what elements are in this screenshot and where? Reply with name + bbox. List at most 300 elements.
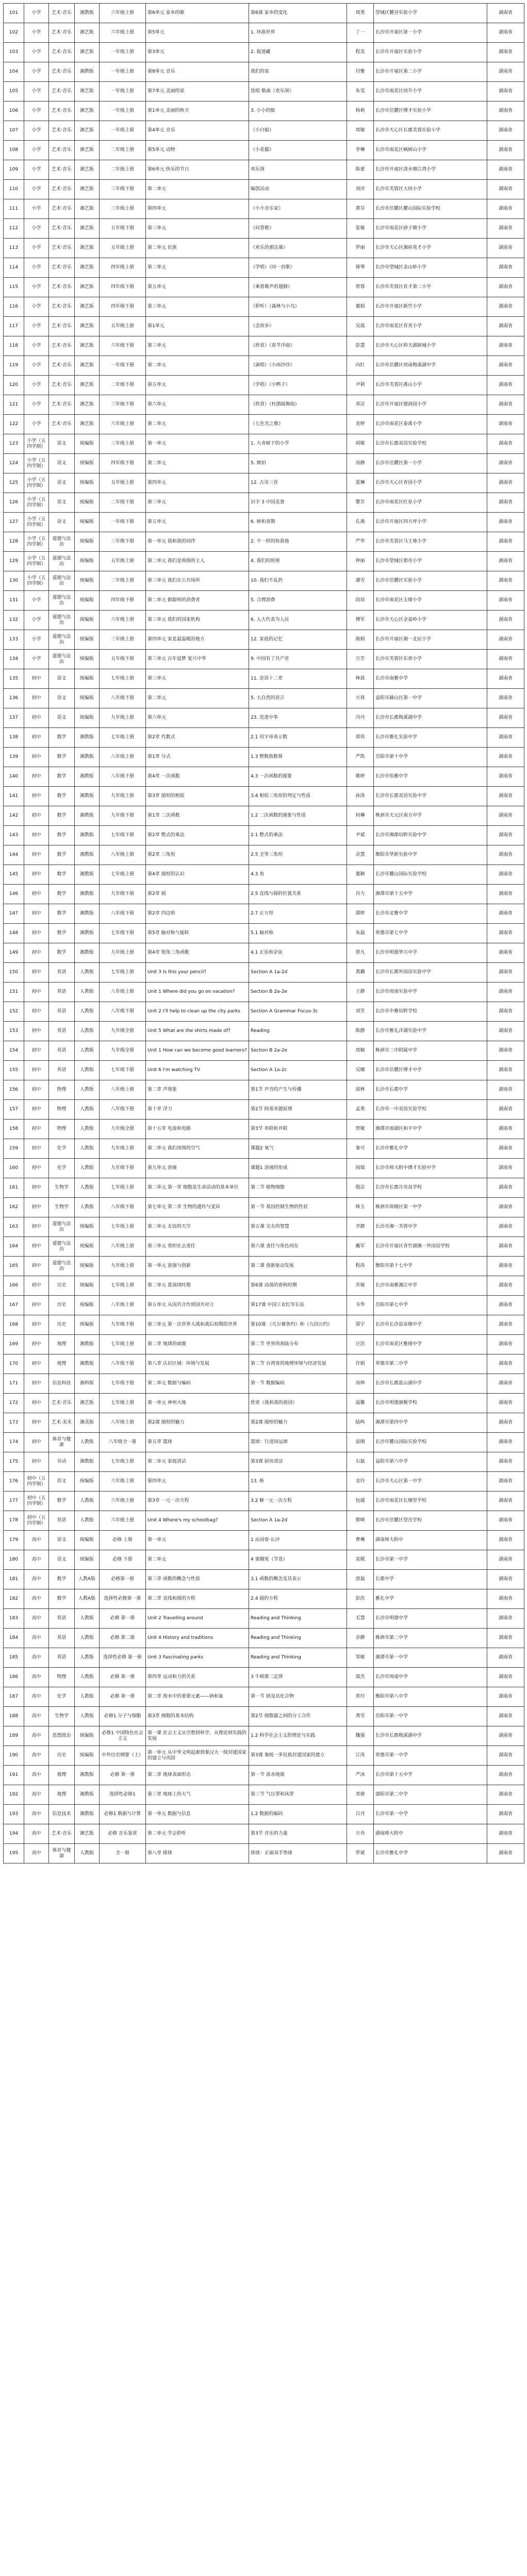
cell-teacher: 董颖 (347, 865, 374, 885)
cell-subject: 思想政治 (49, 1726, 75, 1746)
cell-region: 湖南省 (487, 473, 524, 493)
cell-teacher: 严凯 (347, 748, 374, 767)
cell-school: 长沙市天心区青园小学 (374, 473, 487, 493)
cell-unit: Unit 6 I'm watching TV (146, 1061, 249, 1080)
cell-edition: 统编版 (75, 513, 100, 532)
cell-stage: 初中 (24, 1198, 49, 1217)
cell-school: 长沙市岳麓区周南梅溪湖中学 (374, 356, 487, 376)
cell-stage: 初中 (24, 865, 49, 885)
cell-edition: 湘艺版 (75, 395, 100, 415)
cell-stage: 高中 (24, 1629, 49, 1648)
cell-teacher: 齐静 (347, 1217, 374, 1237)
cell-grade: 九年级下册 (100, 806, 146, 826)
cell-region: 湖南省 (487, 141, 524, 160)
cell-edition: 湘艺版 (75, 23, 100, 43)
table-row (4, 336, 524, 356)
cell-region: 湖南省 (487, 4, 524, 23)
cell-unit: 第2章 整式的乘法 (146, 826, 249, 845)
cell-unit: 第1章 二次函数 (146, 806, 249, 826)
cell-school: 长沙市开福区实验小学 (374, 43, 487, 62)
table-row (4, 1276, 524, 1296)
cell-region: 湖南省 (487, 1805, 524, 1824)
cell-no: 177 (4, 1492, 24, 1511)
cell-school: 望城区麓谷实验小学 (374, 4, 487, 23)
cell-teacher: 姚婷 (347, 767, 374, 787)
cell-school: 长沙市芙蓉区大同小学 (374, 180, 487, 199)
cell-stage: 高中 (24, 1805, 49, 1824)
cell-region: 湖南省 (487, 219, 524, 239)
cell-edition: 统编版 (75, 650, 100, 669)
cell-edition: 统编版 (75, 689, 100, 708)
cell-grade: 九年级上册 (100, 708, 146, 728)
cell-region: 湖南省 (487, 317, 524, 336)
table-row (4, 141, 524, 160)
cell-school: 长沙市开福区清水塘江湾小学 (374, 160, 487, 180)
cell-teacher: 曾凡 (347, 943, 374, 963)
cell-no: 107 (4, 121, 24, 141)
cell-region: 湖南省 (487, 1257, 524, 1276)
cell-grade: 必修 第二册 (100, 1629, 146, 1648)
cell-no: 185 (4, 1648, 24, 1668)
cell-unit: 第三单元 百年追梦 复兴中华 (146, 650, 249, 669)
cell-subject: 物理 (49, 1668, 75, 1687)
cell-subject: 艺术·音乐 (49, 199, 75, 219)
cell-unit: 第二单元 (146, 180, 249, 199)
cell-no: 178 (4, 1511, 24, 1531)
cell-subject: 道德与法治 (49, 532, 75, 552)
cell-grade: 五年级下册 (100, 219, 146, 239)
cell-no: 189 (4, 1726, 24, 1746)
cell-edition: 统编版 (75, 532, 100, 552)
cell-school: 邵阳市第二中学 (374, 1785, 487, 1805)
cell-unit: 第五章 篮球 (146, 1433, 249, 1452)
cell-region: 湖南省 (487, 1531, 524, 1550)
cell-edition: 湘艺版 (75, 219, 100, 239)
cell-region: 湖南省 (487, 121, 524, 141)
cell-teacher: 尹斌 (347, 826, 374, 845)
cell-lesson: 23. 范进中举 (249, 708, 347, 728)
cell-region: 湖南省 (487, 1550, 524, 1570)
cell-teacher: 魏强 (347, 1726, 374, 1746)
cell-grade: 八年级上册 (100, 748, 146, 767)
cell-unit: 第六单元 (146, 708, 249, 728)
table-row (4, 199, 524, 219)
cell-region: 湖南省 (487, 1472, 524, 1492)
cell-stage: 小学 (24, 591, 49, 611)
cell-no: 182 (4, 1589, 24, 1609)
cell-subject: 化学 (49, 1139, 75, 1159)
cell-school: 长沙市天心区第一中学 (374, 1472, 487, 1492)
cell-subject: 道德与法治 (49, 552, 75, 571)
cell-unit: 第3章 细胞的基本结构 (146, 1707, 249, 1726)
cell-lesson: 6. 人大代表为人民 (249, 611, 347, 630)
cell-subject: 语文 (49, 454, 75, 473)
cell-lesson: Reading and Thinking (249, 1629, 347, 1648)
cell-teacher: 方琦 (347, 689, 374, 708)
cell-lesson: 《小白船》 (249, 121, 347, 141)
cell-no: 125 (4, 473, 24, 493)
table-row (4, 82, 524, 101)
cell-stage: 小学 (24, 82, 49, 101)
cell-subject: 数学 (49, 767, 75, 787)
cell-stage: 初中 (24, 1394, 49, 1413)
cell-region: 湖南省 (487, 43, 524, 62)
cell-teacher: 江涛 (347, 1746, 374, 1766)
cell-lesson: 第一节 基因控制生物的性状 (249, 1198, 347, 1217)
table-row (4, 239, 524, 258)
cell-edition: 湘艺版 (75, 180, 100, 199)
cell-unit: 第三章 地球上的大气 (146, 1785, 249, 1805)
cell-school: 长沙市第十五中学 (374, 1766, 487, 1785)
cell-subject: 道德与法治 (49, 1257, 75, 1276)
cell-teacher: 秦可 (347, 1139, 374, 1159)
cell-grade: 选择性必修1 (100, 1785, 146, 1805)
cell-lesson: 4. 我们的班规 (249, 552, 347, 571)
cell-lesson: 2.7 正方形 (249, 904, 347, 924)
cell-school: 长沙市长沙县泉塘中学 (374, 1315, 487, 1335)
cell-stage: 初中 (24, 1315, 49, 1335)
cell-teacher: 郑伟 (347, 728, 374, 748)
cell-school: 长沙市开福区德润园小学 (374, 395, 487, 415)
cell-lesson: 第二节 台湾省的地理环境与经济发展 (249, 1354, 347, 1374)
table-row (4, 1726, 524, 1746)
table-row (4, 1335, 524, 1354)
table-row (4, 1511, 524, 1531)
cell-lesson: 第二节 植物细胞 (249, 1178, 347, 1198)
cell-edition: 人教版 (75, 1002, 100, 1022)
cell-no: 114 (4, 258, 24, 278)
cell-region: 湖南省 (487, 1139, 524, 1159)
cell-unit: 第二单元 (146, 258, 249, 278)
table-row (4, 395, 524, 415)
table-row (4, 1648, 524, 1668)
cell-unit: 第一单元 (146, 1531, 249, 1550)
cell-subject: 艺术·音乐 (49, 4, 75, 23)
table-row (4, 1041, 524, 1061)
cell-grade: 二年级上册 (100, 571, 146, 591)
cell-unit: 第二单元 我们周围的空气 (146, 1139, 249, 1159)
cell-no: 187 (4, 1687, 24, 1707)
cell-region: 湖南省 (487, 1648, 524, 1668)
cell-school: 常德市第七中学 (374, 924, 487, 943)
cell-school: 长沙市雨花区圭塘小学 (374, 591, 487, 611)
cell-stage: 高中 (24, 1766, 49, 1785)
cell-stage: 初中 (24, 708, 49, 728)
cell-teacher: 袁媛 (347, 1550, 374, 1570)
cell-region: 湖南省 (487, 82, 524, 101)
cell-stage: 初中 (24, 845, 49, 865)
cell-region: 湖南省 (487, 963, 524, 982)
cell-school: 雅礼中学 (374, 1589, 487, 1609)
cell-subject: 物理 (49, 1120, 75, 1139)
cell-unit: 第二单元 (146, 454, 249, 473)
cell-teacher: 邹敏 (347, 1648, 374, 1668)
cell-subject: 体育与健康 (49, 1433, 75, 1452)
cell-no: 101 (4, 4, 24, 23)
cell-region: 湖南省 (487, 748, 524, 767)
cell-edition: 人教版 (75, 1061, 100, 1080)
table-row (4, 180, 524, 199)
cell-lesson: 2.5 直线与圆的位置关系 (249, 885, 347, 904)
cell-stage: 小学 (24, 611, 49, 630)
cell-teacher: 周敏 (347, 121, 374, 141)
cell-grade: 八年级全一册 (100, 1433, 146, 1452)
cell-lesson: Section A Grammar Focus-3c (249, 1002, 347, 1022)
cell-grade: 一年级下册 (100, 513, 146, 532)
cell-no: 127 (4, 513, 24, 532)
cell-subject: 化学 (49, 1159, 75, 1178)
cell-unit: Unit 3 Fascinating parks (146, 1648, 249, 1668)
cell-edition: 湘教版 (75, 885, 100, 904)
cell-region: 湖南省 (487, 571, 524, 591)
cell-grade: 七年级上册 (100, 1335, 146, 1354)
cell-edition: 人教版 (75, 1707, 100, 1726)
cell-no: 141 (4, 787, 24, 806)
cell-lesson: 1. 环游世界 (249, 23, 347, 43)
cell-no: 149 (4, 943, 24, 963)
cell-subject: 语文 (49, 1550, 75, 1570)
cell-no: 158 (4, 1120, 24, 1139)
cell-lesson: （演唱）《小雨沙沙》 (249, 356, 347, 376)
cell-no: 164 (4, 1237, 24, 1257)
cell-subject: 历史 (49, 1276, 75, 1296)
cell-lesson: 1 沁园春·长沙 (249, 1531, 347, 1550)
cell-grade: 必修1 中国特色社会主义 (100, 1726, 146, 1746)
cell-no: 191 (4, 1766, 24, 1785)
cell-school: 常德市第一中学 (374, 1746, 487, 1766)
cell-stage: 小学 (24, 630, 49, 650)
table-row (4, 1354, 524, 1374)
table-row (4, 1785, 524, 1805)
cell-edition: 统编版 (75, 591, 100, 611)
cell-teacher: 戴军 (347, 1237, 374, 1257)
cell-teacher: 温馨 (347, 1394, 374, 1413)
cell-teacher: 程涛 (347, 1257, 374, 1276)
cell-unit: 第十章 浮力 (146, 1100, 249, 1120)
cell-stage: 初中 (24, 728, 49, 748)
cell-no: 123 (4, 434, 24, 454)
cell-grade: 五年级上册 (100, 473, 146, 493)
table-row (4, 669, 524, 689)
cell-lesson: 4.1 正弦和余弦 (249, 943, 347, 963)
cell-lesson: 3.2 解一元一次方程 (249, 1492, 347, 1511)
cell-school: 长沙市雨花区泰禹小学 (374, 415, 487, 434)
table-row (4, 1237, 524, 1257)
table-row (4, 1824, 524, 1844)
cell-grade: 七年级上册 (100, 865, 146, 885)
cell-school: 湖南师大附中 (374, 1531, 487, 1550)
cell-region: 湖南省 (487, 239, 524, 258)
cell-grade: 九年级下册 (100, 1159, 146, 1178)
table-row (4, 1531, 524, 1550)
cell-unit: 第三单元 (146, 669, 249, 689)
cell-unit: 第三单元 第一次世界大战和战后初期的世界 (146, 1315, 249, 1335)
cell-edition: 统编版 (75, 1237, 100, 1257)
cell-lesson: 第6课 家乡的变化 (249, 4, 347, 23)
cell-stage: 小学 (24, 141, 49, 160)
cell-subject: 道德与法治 (49, 630, 75, 650)
cell-school: 长沙市岳麓区博才中学 (374, 1061, 487, 1080)
cell-edition: 人教A版 (75, 1570, 100, 1589)
table-row (4, 806, 524, 826)
cell-no: 108 (4, 141, 24, 160)
cell-grade: 五年级上册 (100, 239, 146, 258)
cell-edition: 人教版 (75, 1511, 100, 1531)
cell-subject: 艺术·音乐 (49, 376, 75, 395)
cell-grade: 四年级上册 (100, 258, 146, 278)
cell-unit: 第二单元 我们是班级的主人 (146, 552, 249, 571)
cell-region: 湖南省 (487, 904, 524, 924)
cell-subject: 数学 (49, 943, 75, 963)
cell-teacher: 乔敏 (347, 1276, 374, 1296)
cell-teacher: 邵杰 (347, 1668, 374, 1687)
table-row (4, 826, 524, 845)
cell-edition: 湘教版 (75, 826, 100, 845)
cell-region: 湖南省 (487, 415, 524, 434)
cell-grade: 三年级上册 (100, 199, 146, 219)
cell-school: 岳阳市第七中学 (374, 1296, 487, 1315)
cell-subject: 艺术·音乐 (49, 121, 75, 141)
cell-stage: 小学 (24, 297, 49, 317)
cell-unit: Unit 1 How can we become good learners? (146, 1041, 249, 1061)
cell-stage: 小学（五四学制） (24, 552, 49, 571)
cell-subject: 生物学 (49, 1198, 75, 1217)
cell-edition: 湘教版 (75, 748, 100, 767)
table-row (4, 160, 524, 180)
cell-teacher: 段琼 (347, 591, 374, 611)
cell-subject: 艺术·音乐 (49, 415, 75, 434)
cell-lesson: 5. 琥珀 (249, 454, 347, 473)
cell-grade: 必修 下册 (100, 1550, 146, 1570)
cell-no: 176 (4, 1472, 24, 1492)
table-row (4, 1766, 524, 1785)
cell-unit: 第三章 函数的概念与性质 (146, 1570, 249, 1589)
cell-lesson: 10. 我们不乱扔 (249, 571, 347, 591)
cell-unit: 第五单元 (146, 513, 249, 532)
cell-school: 长沙市雅礼实验中学 (374, 728, 487, 748)
cell-subject: 地理 (49, 1766, 75, 1785)
cell-edition: 统编版 (75, 552, 100, 571)
cell-no: 169 (4, 1335, 24, 1354)
cell-grade: 九年级上册 (100, 943, 146, 963)
cell-edition: 湘艺版 (75, 258, 100, 278)
cell-unit: 第2章 圆 (146, 885, 249, 904)
cell-school: 岳阳市第一中学 (374, 1707, 487, 1726)
cell-unit: 第二单元 民族 (146, 239, 249, 258)
cell-no: 147 (4, 904, 24, 924)
cell-subject: 艺术·音乐 (49, 219, 75, 239)
cell-unit: Unit 4 Where's my schoolbag? (146, 1511, 249, 1531)
cell-unit: 第三单元 我们的国家机构 (146, 611, 249, 630)
cell-unit: 第1单元 美丽的秋天 (146, 101, 249, 121)
table-row (4, 434, 524, 454)
cell-school: 湘潭市第四中学 (374, 1413, 487, 1433)
cell-lesson: 2.1 整式的乘法 (249, 826, 347, 845)
cell-subject: 数学 (49, 728, 75, 748)
cell-edition: 人教A版 (75, 1589, 100, 1609)
cell-teacher: 肖力 (347, 885, 374, 904)
cell-no: 146 (4, 885, 24, 904)
cell-lesson: 13. 桥 (249, 1472, 347, 1492)
cell-no: 168 (4, 1315, 24, 1335)
cell-no: 106 (4, 101, 24, 121)
cell-lesson: 第6课 动荡的春秋时期 (249, 1276, 347, 1296)
cell-lesson: Section A 1a-2d (249, 1511, 347, 1531)
cell-teacher: 何琳 (347, 806, 374, 826)
cell-teacher: 陈静 (347, 1022, 374, 1041)
cell-teacher: 黎芳 (347, 493, 374, 513)
cell-stage: 初中 (24, 1257, 49, 1276)
cell-lesson: 第3节 串联和并联 (249, 1120, 347, 1139)
cell-no: 193 (4, 1805, 24, 1824)
cell-edition: 人教版 (75, 1080, 100, 1100)
cell-region: 湖南省 (487, 943, 524, 963)
cell-region: 湖南省 (487, 1002, 524, 1022)
cell-no: 171 (4, 1374, 24, 1394)
cell-region: 湖南省 (487, 493, 524, 513)
cell-stage: 初中 (24, 885, 49, 904)
course-list-sheet (3, 3, 524, 1863)
table-row (4, 297, 524, 317)
cell-grade: 必修1 数据与计算 (100, 1805, 146, 1824)
cell-no: 151 (4, 982, 24, 1002)
table-row (4, 1433, 524, 1452)
cell-edition: 湘美版 (75, 1413, 100, 1433)
cell-lesson: 第1节 声音的产生与传播 (249, 1080, 347, 1100)
cell-edition: 湘教版 (75, 787, 100, 806)
cell-region: 湖南省 (487, 689, 524, 708)
cell-lesson: 2.4 圆的方程 (249, 1589, 347, 1609)
table-row (4, 1550, 524, 1570)
cell-region: 湖南省 (487, 180, 524, 199)
cell-unit: 第2章 代数式 (146, 728, 249, 748)
cell-unit: Unit 4 History and traditions (146, 1629, 249, 1648)
cell-unit: 第二单元 (146, 689, 249, 708)
cell-subject: 艺术·音乐 (49, 160, 75, 180)
cell-school: 长沙市雅礼中学 (374, 1844, 487, 1863)
cell-edition: 湘艺版 (75, 317, 100, 336)
cell-region: 湖南省 (487, 1511, 524, 1531)
cell-region: 湖南省 (487, 767, 524, 787)
cell-no: 116 (4, 297, 24, 317)
cell-school: 长沙市开福区新竹小学 (374, 297, 487, 317)
cell-no: 175 (4, 1452, 24, 1472)
cell-lesson: 第二节 世界的海陆分布 (249, 1335, 347, 1354)
cell-edition: 湘艺版 (75, 43, 100, 62)
cell-unit: 第6单元 家乡的歌 (146, 4, 249, 23)
course-table (3, 3, 524, 1863)
cell-school: 株洲市荷塘区第一中学 (374, 1198, 487, 1217)
cell-edition: 统编版 (75, 1315, 100, 1335)
table-row (4, 1061, 524, 1080)
cell-no: 161 (4, 1178, 24, 1198)
table-row (4, 591, 524, 611)
cell-subject: 信息科技 (49, 1374, 75, 1394)
cell-lesson: 识字 3 中国美食 (249, 493, 347, 513)
cell-teacher: 吕丹 (347, 1805, 374, 1824)
cell-no: 134 (4, 650, 24, 669)
cell-stage: 小学 (24, 336, 49, 356)
cell-stage: 小学 (24, 317, 49, 336)
table-row (4, 1139, 524, 1159)
cell-region: 湖南省 (487, 101, 524, 121)
cell-region: 湖南省 (487, 1589, 524, 1609)
cell-stage: 小学 (24, 180, 49, 199)
cell-region: 湖南省 (487, 1159, 524, 1178)
table-row (4, 904, 524, 924)
cell-grade: 四年级下册 (100, 591, 146, 611)
cell-lesson: 4.3 一次函数的图象 (249, 767, 347, 787)
